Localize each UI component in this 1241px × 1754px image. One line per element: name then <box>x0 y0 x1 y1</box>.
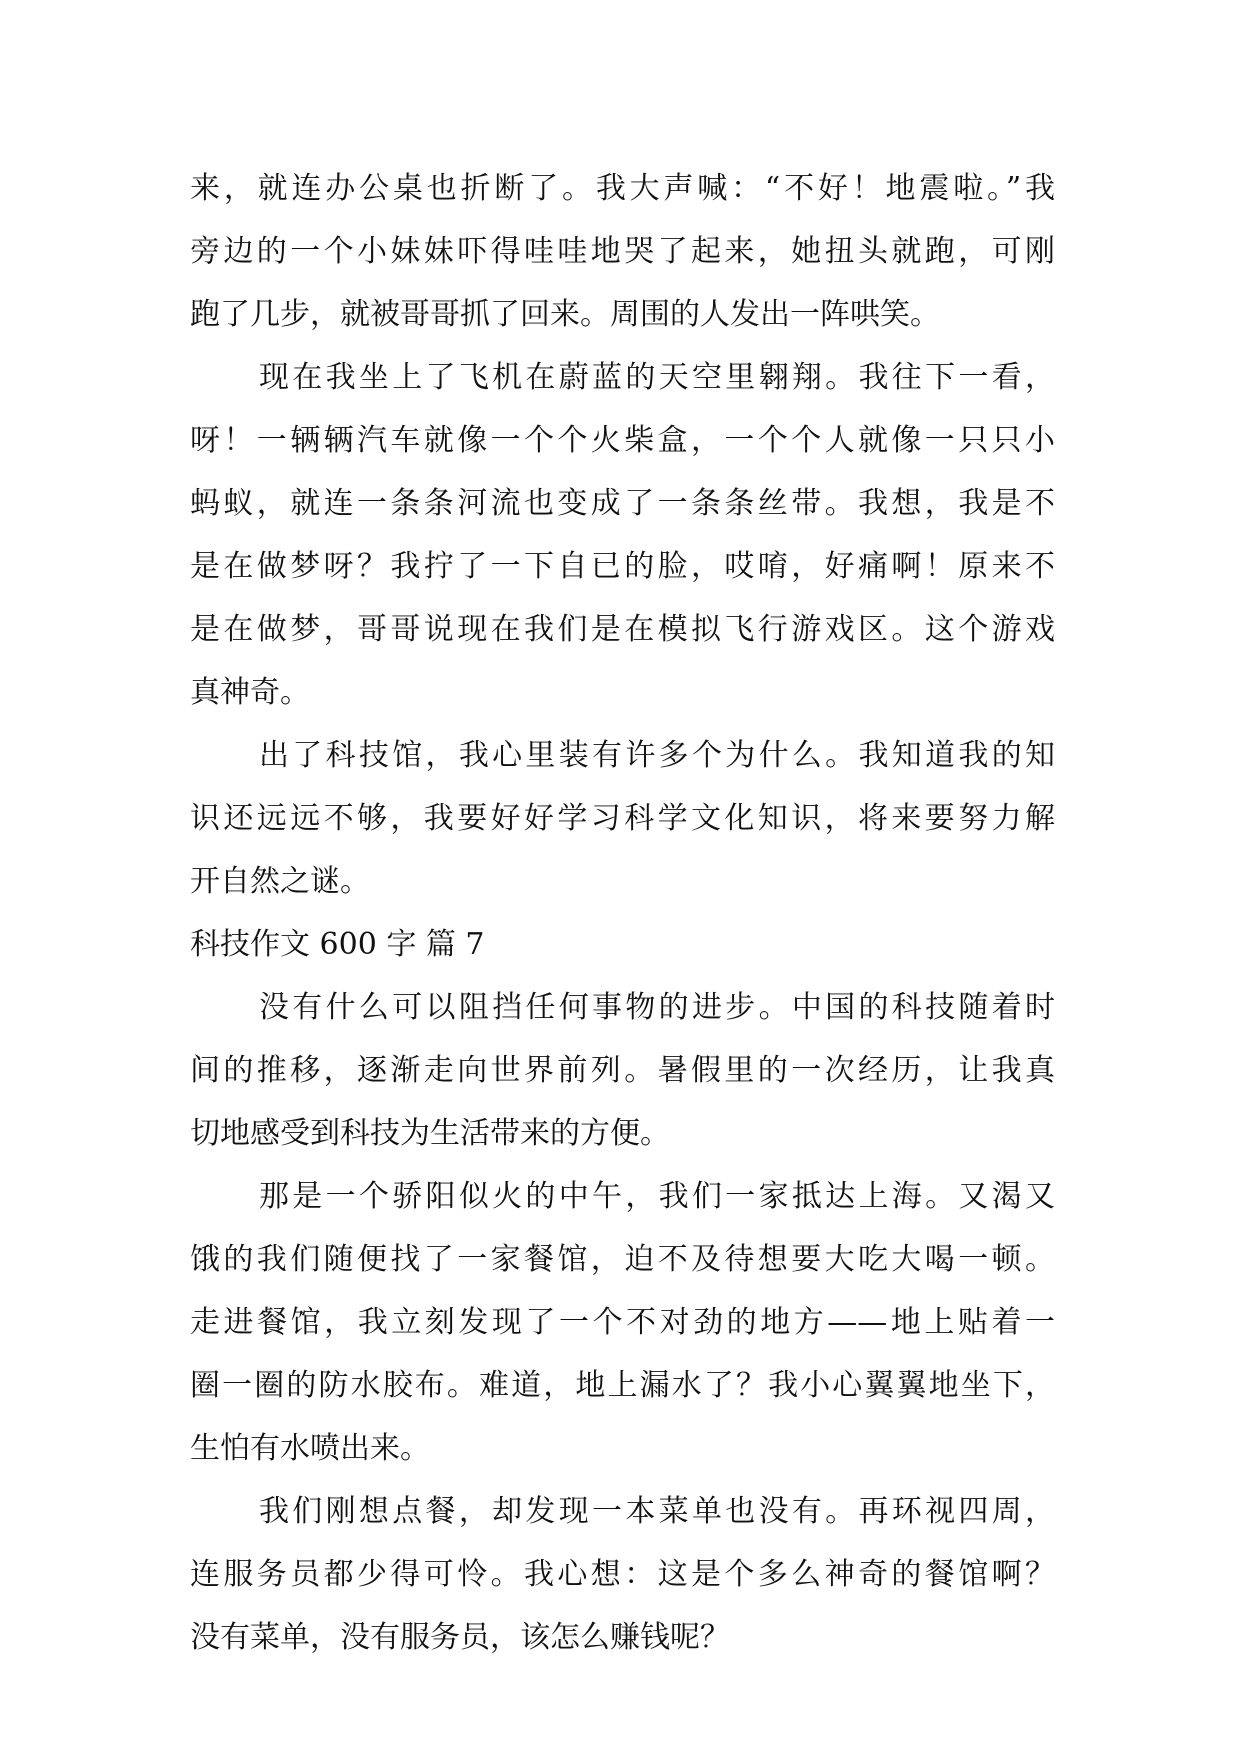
text-line: 切地感受到科技为生活带来的方便。 <box>190 1116 670 1151</box>
text-line: 是在做梦呀？我拧了一下自已的脸，哎唷，好痛啊！原来不 <box>190 549 1055 584</box>
text-line: 是在做梦，哥哥说现在我们是在模拟飞行游戏区。这个游戏 <box>190 612 1055 647</box>
text-line: 蚂蚁，就连一条条河流也变成了一条条丝带。我想，我是不 <box>190 486 1055 521</box>
text-line: 饿的我们随便找了一家餐馆，迫不及待想要大吃大喝一顿。 <box>190 1242 1055 1277</box>
text-line: 开自然之谜。 <box>190 864 370 899</box>
text-line: 间的推移，逐渐走向世界前列。暑假里的一次经历，让我真 <box>190 1053 1055 1088</box>
section-heading: 科技作文 600 字 篇 7 <box>190 927 485 962</box>
text-line: 生怕有水喷出来。 <box>190 1431 430 1466</box>
text-line: 我们刚想点餐，却发现一本菜单也没有。再环视四周， <box>259 1494 1055 1529</box>
text-line: 圈一圈的防水胶布。难道，地上漏水了？我小心翼翼地坐下， <box>190 1368 1055 1403</box>
text-line: 那是一个骄阳似火的中午，我们一家抵达上海。又渴又 <box>259 1179 1055 1214</box>
text-line: 走进餐馆，我立刻发现了一个不对劲的地方——地上贴着一 <box>190 1305 1055 1340</box>
text-line: 连服务员都少得可怜。我心想：这是个多么神奇的餐馆啊？ <box>190 1557 1055 1592</box>
paragraph-ordering <box>190 1480 1055 1669</box>
text-line: 来，就连办公桌也折断了。我大声喊：“不好！地震啦。”我 <box>190 171 1055 206</box>
document-body <box>190 157 1055 1669</box>
text-line: 识还远远不够，我要好好学习科学文化知识，将来要努力解 <box>190 801 1055 836</box>
text-line: 真神奇。 <box>190 675 310 710</box>
text-line: 呀！一辆辆汽车就像一个个火柴盒，一个个人就像一只只小 <box>190 423 1055 458</box>
text-line: 没有什么可以阻挡任何事物的进步。中国的科技随着时 <box>259 990 1055 1025</box>
text-line: 旁边的一个小妹妹吓得哇哇地哭了起来，她扭头就跑，可刚 <box>190 234 1055 269</box>
text-line: 跑了几步，就被哥哥抓了回来。周围的人发出一阵哄笑。 <box>190 297 940 332</box>
paragraph-earthquake <box>190 157 1055 346</box>
text-line: 出了科技馆，我心里装有许多个为什么。我知道我的知 <box>259 738 1055 773</box>
paragraph-progress <box>190 976 1055 1165</box>
paragraph-flight <box>190 346 1055 724</box>
text-line: 现在我坐上了飞机在蔚蓝的天空里翱翔。我往下一看， <box>259 360 1055 395</box>
paragraph-restaurant <box>190 1165 1055 1480</box>
text-line: 没有菜单，没有服务员，该怎么赚钱呢？ <box>190 1620 730 1655</box>
paragraph-leaving-museum <box>190 724 1055 913</box>
